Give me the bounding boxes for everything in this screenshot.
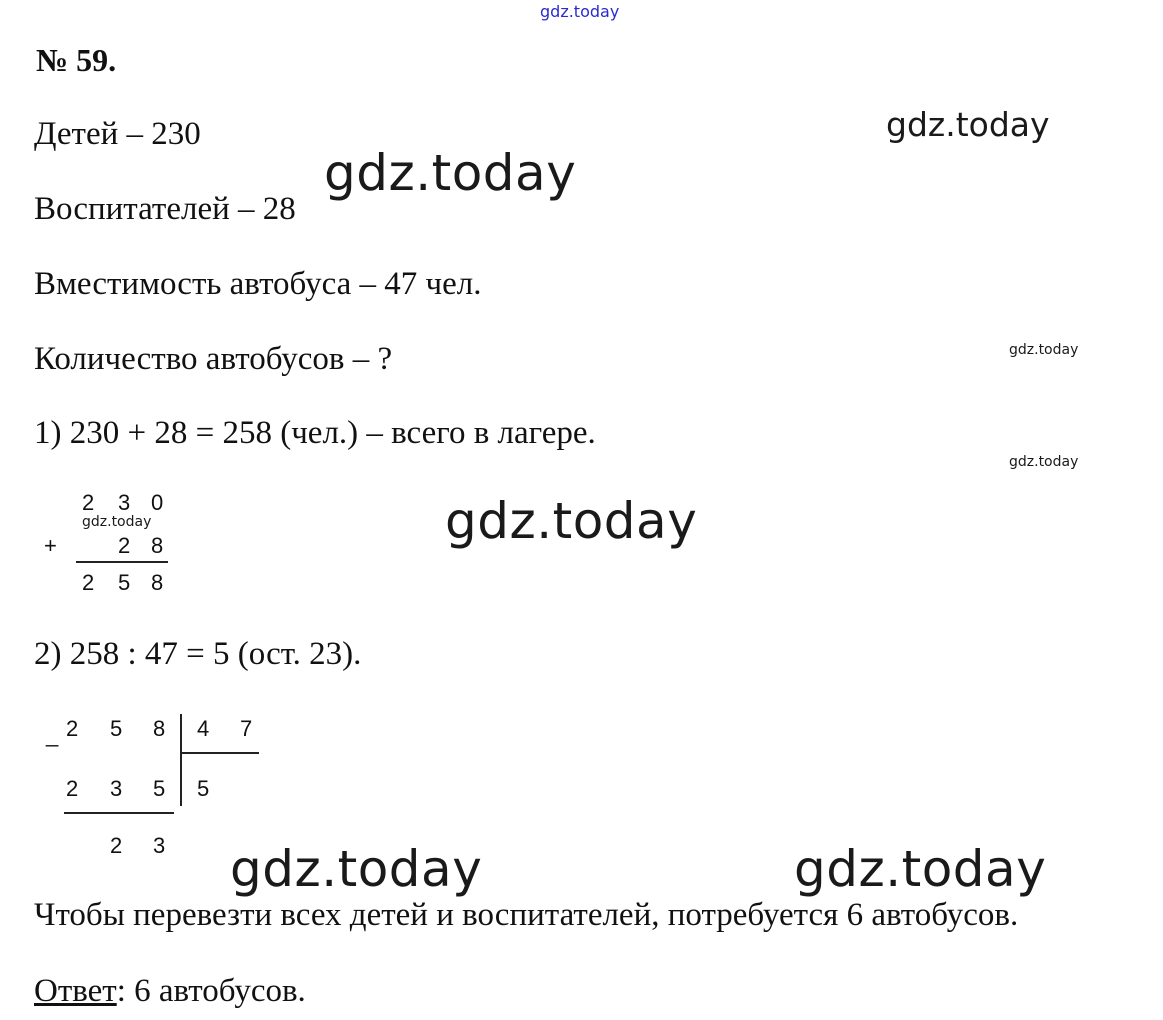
answer-line (34, 973, 306, 1010)
div-dividend-digit-1: 2 (66, 716, 79, 741)
watermark-right-top: gdz.today (886, 105, 1050, 144)
given-teachers: Воспитателей – 28 (34, 191, 296, 227)
watermark-top: gdz.today (540, 2, 620, 21)
add-result-digit-3: 8 (151, 570, 164, 595)
answer-text: : 6 автобусов. (116, 973, 306, 1009)
div-minus-sign: _ (46, 722, 59, 747)
watermark-center-mid: gdz.today (445, 492, 698, 550)
given-capacity: Вместимость автобуса – 47 чел. (34, 266, 482, 302)
add-bottom-digit-1: 2 (118, 533, 131, 558)
add-sum-line (76, 561, 168, 563)
div-quotient-line (181, 752, 259, 754)
add-plus-sign: + (44, 533, 57, 558)
div-quotient: 5 (197, 776, 210, 801)
add-result-digit-1: 2 (82, 570, 95, 595)
given-buses: Количество автобусов – ? (34, 341, 393, 377)
div-remainder-line (64, 812, 174, 814)
div-vertical-line (180, 714, 182, 806)
add-bottom-digit-2: 8 (151, 533, 164, 558)
watermark-bottom-left: gdz.today (230, 840, 483, 898)
watermark-small-1: gdz.today (1009, 342, 1079, 358)
add-result-digit-2: 5 (118, 570, 131, 595)
watermark-small-3: gdz.today (82, 514, 152, 530)
div-subtract-digit-1: 2 (66, 776, 79, 801)
div-remainder-digit-1: 2 (110, 833, 123, 858)
div-divisor-digit-1: 4 (197, 716, 210, 741)
conclusion: Чтобы перевезти всех детей и воспитателей, потребуется 6 автобусов. (34, 897, 1019, 933)
problem-number: № 59. (36, 42, 117, 78)
div-subtract-digit-2: 3 (110, 776, 123, 801)
div-dividend-digit-2: 5 (110, 716, 123, 741)
step-2: 2) 258 : 47 = 5 (ост. 23). (34, 636, 362, 672)
div-subtract-digit-3: 5 (153, 776, 166, 801)
div-remainder-digit-2: 3 (153, 833, 166, 858)
add-top-digit-3: 0 (151, 490, 164, 515)
answer-label: Ответ (34, 973, 117, 1009)
div-divisor-digit-2: 7 (240, 716, 253, 741)
given-children: Детей – 230 (34, 116, 201, 152)
div-dividend-digit-3: 8 (153, 716, 166, 741)
watermark-center-top: gdz.today (324, 144, 577, 202)
add-top-digit-2: 3 (118, 490, 131, 515)
watermark-bottom-right: gdz.today (794, 840, 1047, 898)
add-top-digit-1: 2 (82, 490, 95, 515)
watermark-small-2: gdz.today (1009, 454, 1079, 470)
step-1: 1) 230 + 28 = 258 (чел.) – всего в лагере. (34, 415, 596, 451)
